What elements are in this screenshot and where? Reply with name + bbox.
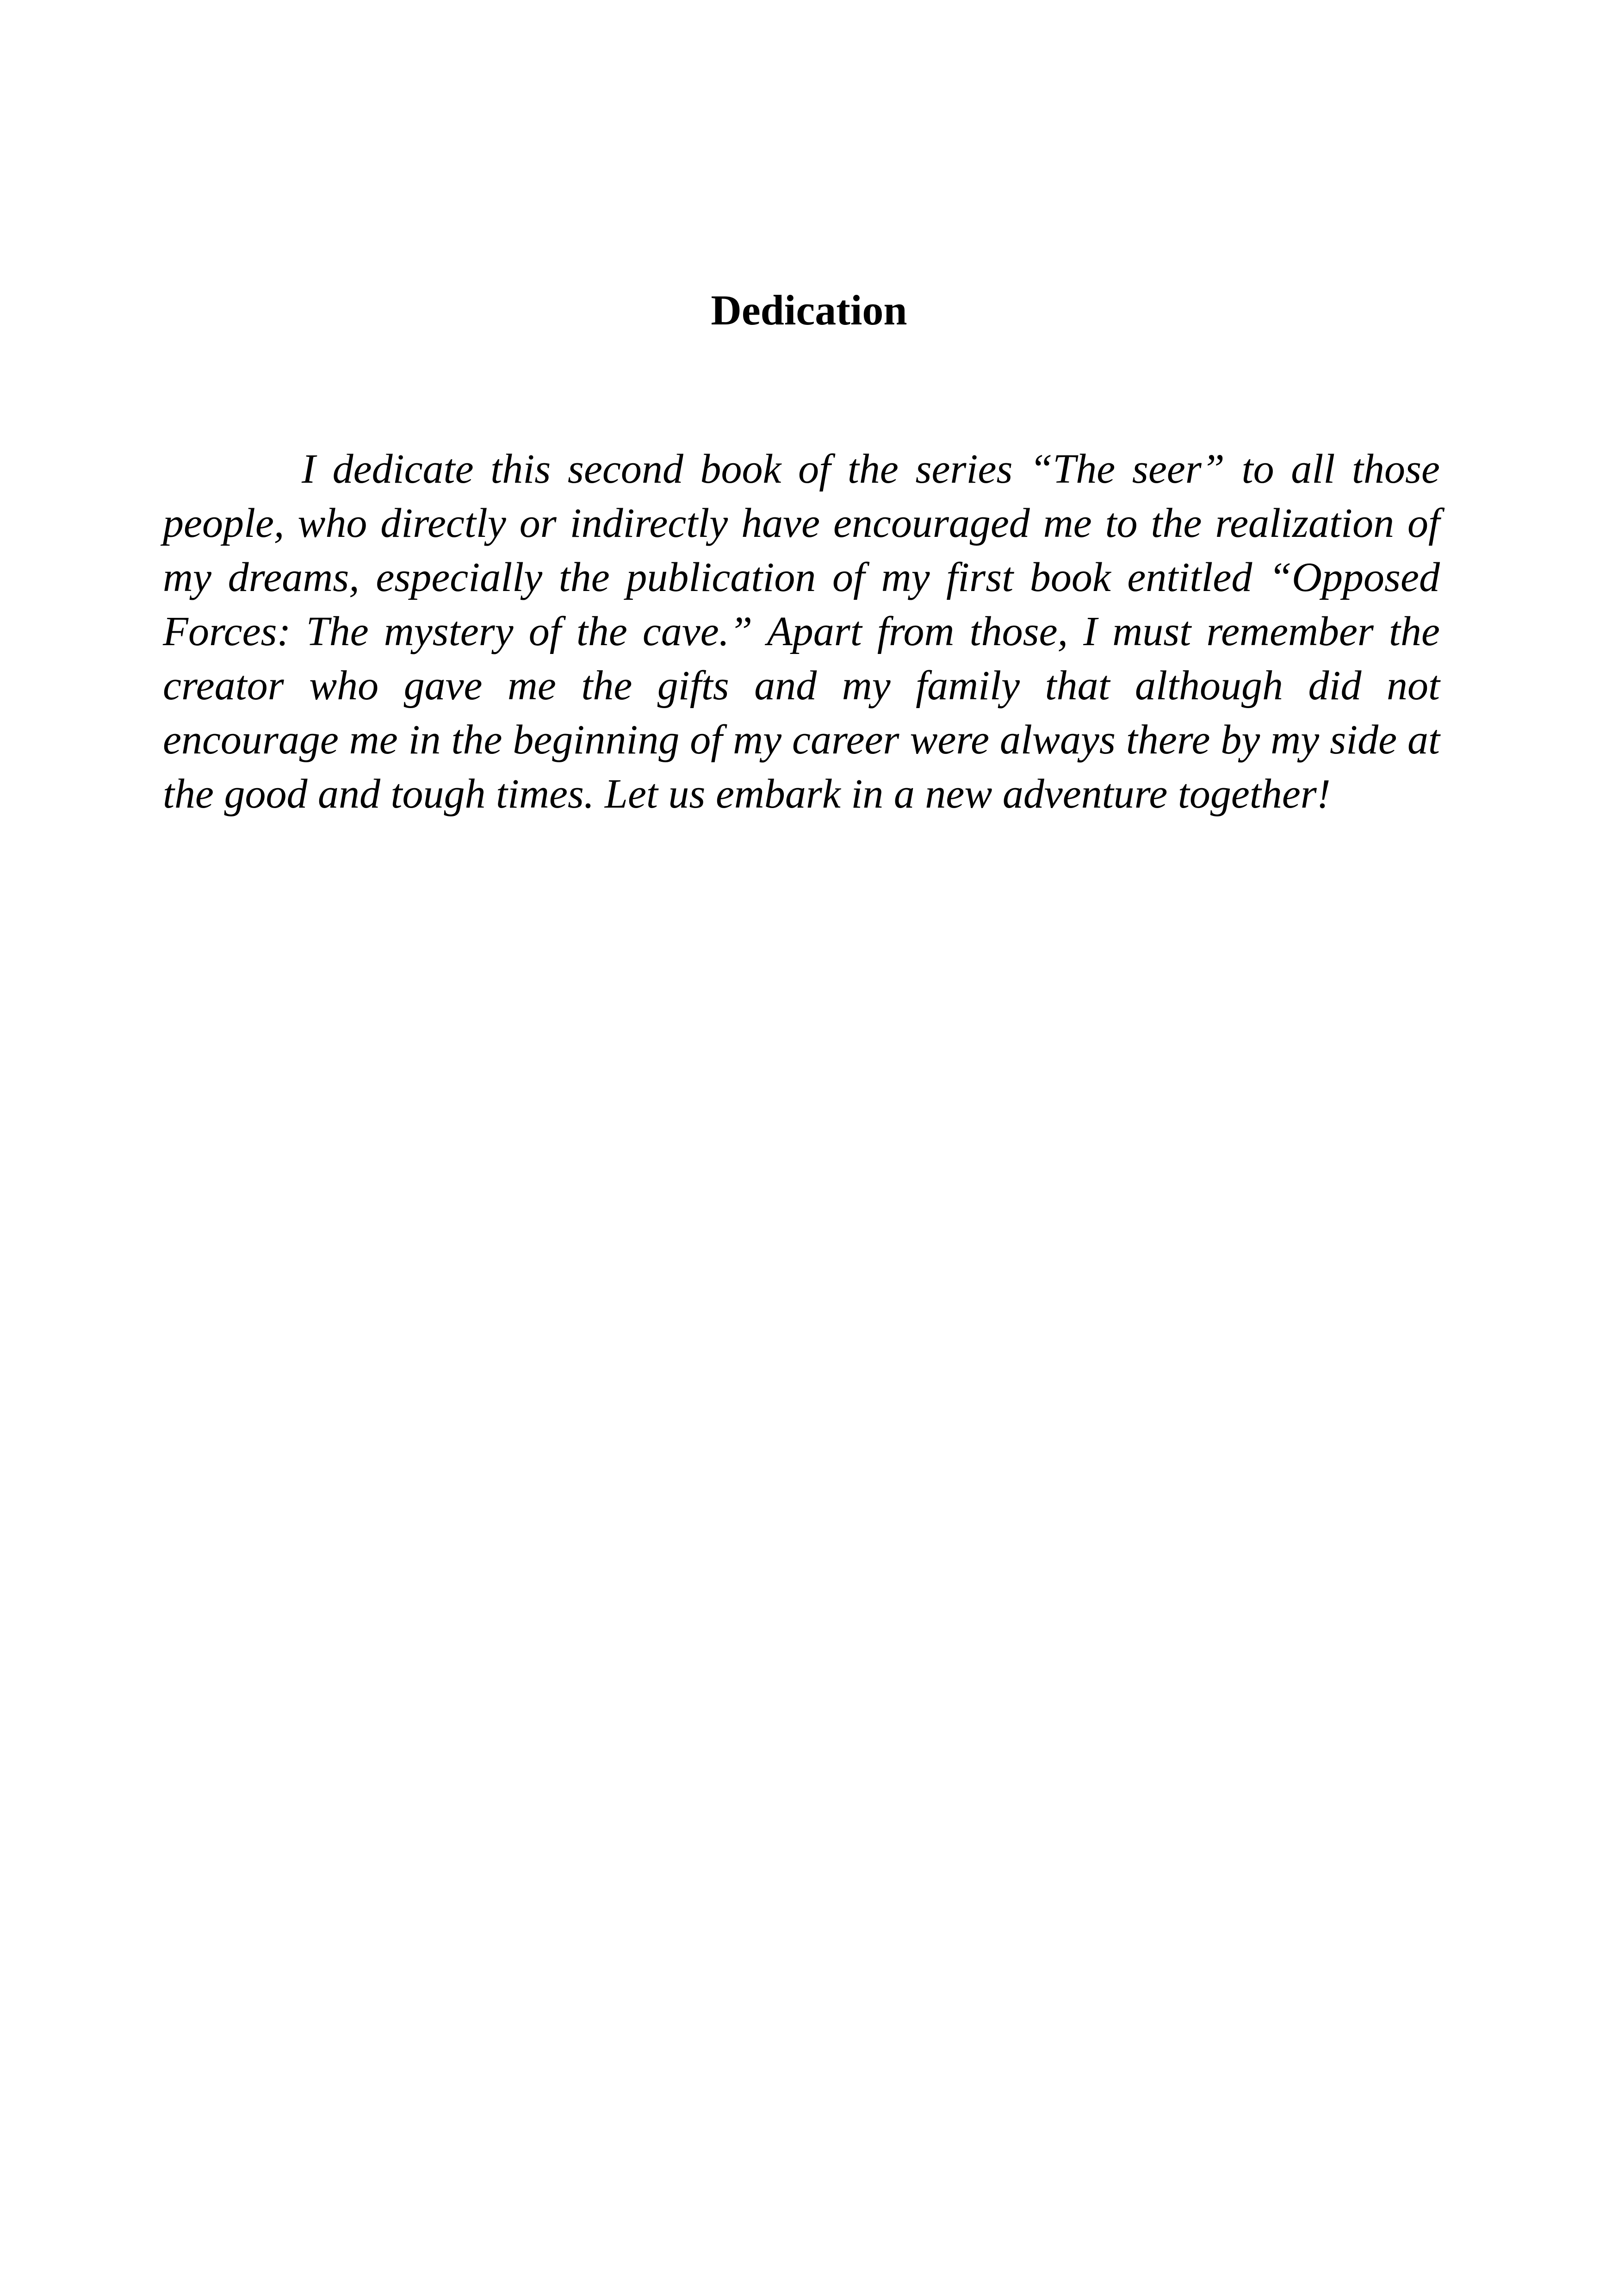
dedication-paragraph: I dedicate this second book of the series “The seer” to all those people, who directly or indirectly have encouraged me to the realization of my dreams, especially the publication of my first book entitled “Opposed Forces: The mystery of the cave.” Apart from those, I must remember the creator who gave me the gifts and my family that although did not encourage me in the beginning of my career were always there by my side at the good and tough times. Let us embark in a new adventure together! — [163, 446, 1440, 817]
page-title: Dedication — [711, 286, 907, 334]
